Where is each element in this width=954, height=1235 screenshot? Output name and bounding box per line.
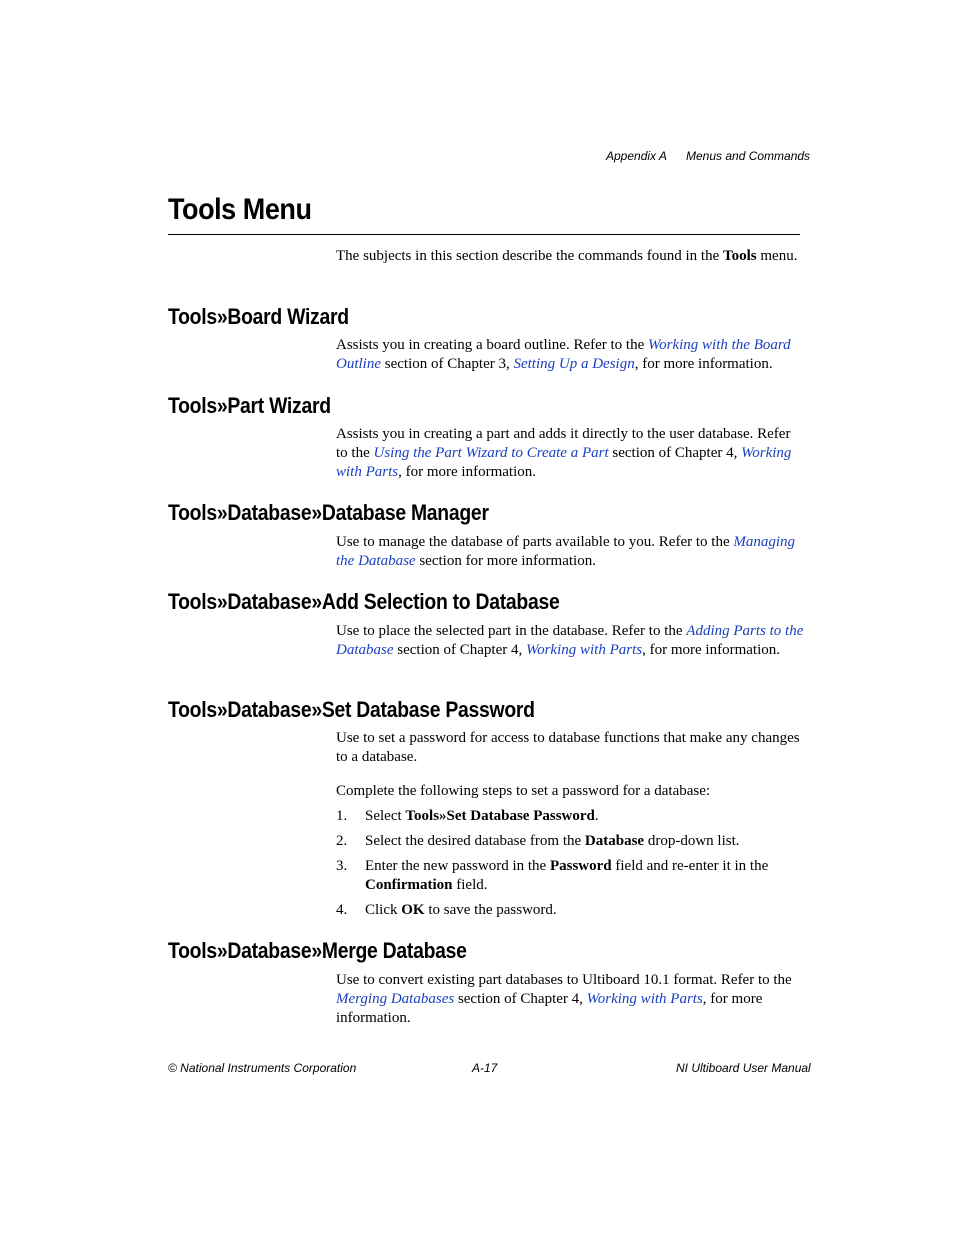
link-adding-parts-to-database[interactable]: Adding Parts to the Database bbox=[336, 623, 804, 658]
link-working-with-parts[interactable]: Working with Parts bbox=[586, 990, 703, 1007]
link-working-with-parts[interactable]: Working with Parts bbox=[336, 444, 792, 480]
heading-database-manager: Tools»Database»Database Manager bbox=[168, 500, 489, 525]
heading-set-database-password: Tools»Database»Set Database Password bbox=[168, 697, 535, 722]
footer-page-number: A-17 bbox=[472, 1061, 498, 1075]
header-chapter-title: Menus and Commands bbox=[686, 149, 811, 163]
database-manager-paragraph: Use to manage the database of parts available to you. Refer to the Managing the Database section for more information. bbox=[336, 534, 796, 569]
page-title: Tools Menu bbox=[168, 193, 312, 226]
link-setting-up-a-design[interactable]: Setting Up a Design bbox=[513, 355, 635, 372]
heading-part-wizard: Tools»Part Wizard bbox=[168, 393, 331, 418]
merge-database-paragraph: Use to convert existing part databases to Ultiboard 10.1 format. Refer to the Merging Databases section of Chapter 4, Working with Parts, for more information. bbox=[336, 972, 792, 1026]
title-rule bbox=[168, 234, 800, 235]
header-appendix: Appendix A bbox=[606, 149, 667, 163]
link-managing-the-database[interactable]: Managing the Database bbox=[336, 534, 796, 569]
heading-add-selection: Tools»Database»Add Selection to Database bbox=[168, 589, 560, 614]
part-wizard-paragraph: Assists you in creating a part and adds it directly to the user database. Refer to the Using the Part Wizard to Create a Part section of Chapter 4, Working with Parts, for more information. bbox=[336, 426, 792, 480]
manual-page: Appendix A Menus and Commands Tools Menu The subjects in this section describe the commands found in the Tools menu. Tools»Board Wizard Assists you in creating a board outline. Refer to the Working with the Board Outline section of Chapter 3, Setting Up a Design, for more information. Tools»Part Wizard Assists you in creating a part and adds it directly to the user database. Refer to the Using the Part Wizard to Create a Part section of Chapter 4, Working with Parts, for more information. Tools»Database»Database Manager Use to manage the database of parts available to you. Refer to the Managing the Database section for more information. Tools»Database»Add Selection to Database Use to place the selected part in the database. Refer to the Adding Parts to the Database section of Chapter 4, Working with Parts, for more information. Tools»Database»Set Database Password Use to set a password for access to database functions that make any changes to a database. Complete the following steps to set a password for a database: 1. Select Tools»Set Database Password. 2. Select the desired database from the Database drop-down list. 3. Enter the new password in the Password field and re-enter it in the Confirmation field. 4. Click OK to save the password. Tools»Database»Merge Database Use to convert existing part databases to Ultiboard 10.1 format. Refer to the Merging Databases section of Chapter 4, Working with Parts, for more information. © National Instruments Corporation A-17 NI Ultiboard User Manual bbox=[168, 149, 811, 1075]
add-selection-paragraph: Use to place the selected part in the database. Refer to the Adding Parts to the Database section of Chapter 4, Working with Parts, for more information. bbox=[336, 623, 804, 658]
intro-paragraph: The subjects in this section describe the commands found in the Tools menu. bbox=[336, 248, 798, 264]
set-password-paragraph: Use to set a password for access to database functions that make any changes to a database. bbox=[336, 730, 800, 765]
footer-manual-title: NI Ultiboard User Manual bbox=[676, 1061, 811, 1075]
set-password-steps-intro: Complete the following steps to set a password for a database: bbox=[336, 783, 711, 799]
link-working-with-parts[interactable]: Working with Parts bbox=[525, 641, 643, 658]
link-using-part-wizard[interactable]: Using the Part Wizard to Create a Part bbox=[373, 444, 609, 461]
footer-copyright: © National Instruments Corporation bbox=[168, 1061, 357, 1075]
link-working-with-board-outline[interactable]: Working with the Board Outline bbox=[336, 337, 791, 372]
heading-merge-database: Tools»Database»Merge Database bbox=[168, 938, 467, 963]
link-merging-databases[interactable]: Merging Databases bbox=[336, 990, 455, 1007]
heading-board-wizard: Tools»Board Wizard bbox=[168, 304, 349, 329]
board-wizard-paragraph: Assists you in creating a board outline. Refer to the Working with the Board Outline section of Chapter 3, Setting Up a Design, for more information. bbox=[336, 337, 791, 372]
